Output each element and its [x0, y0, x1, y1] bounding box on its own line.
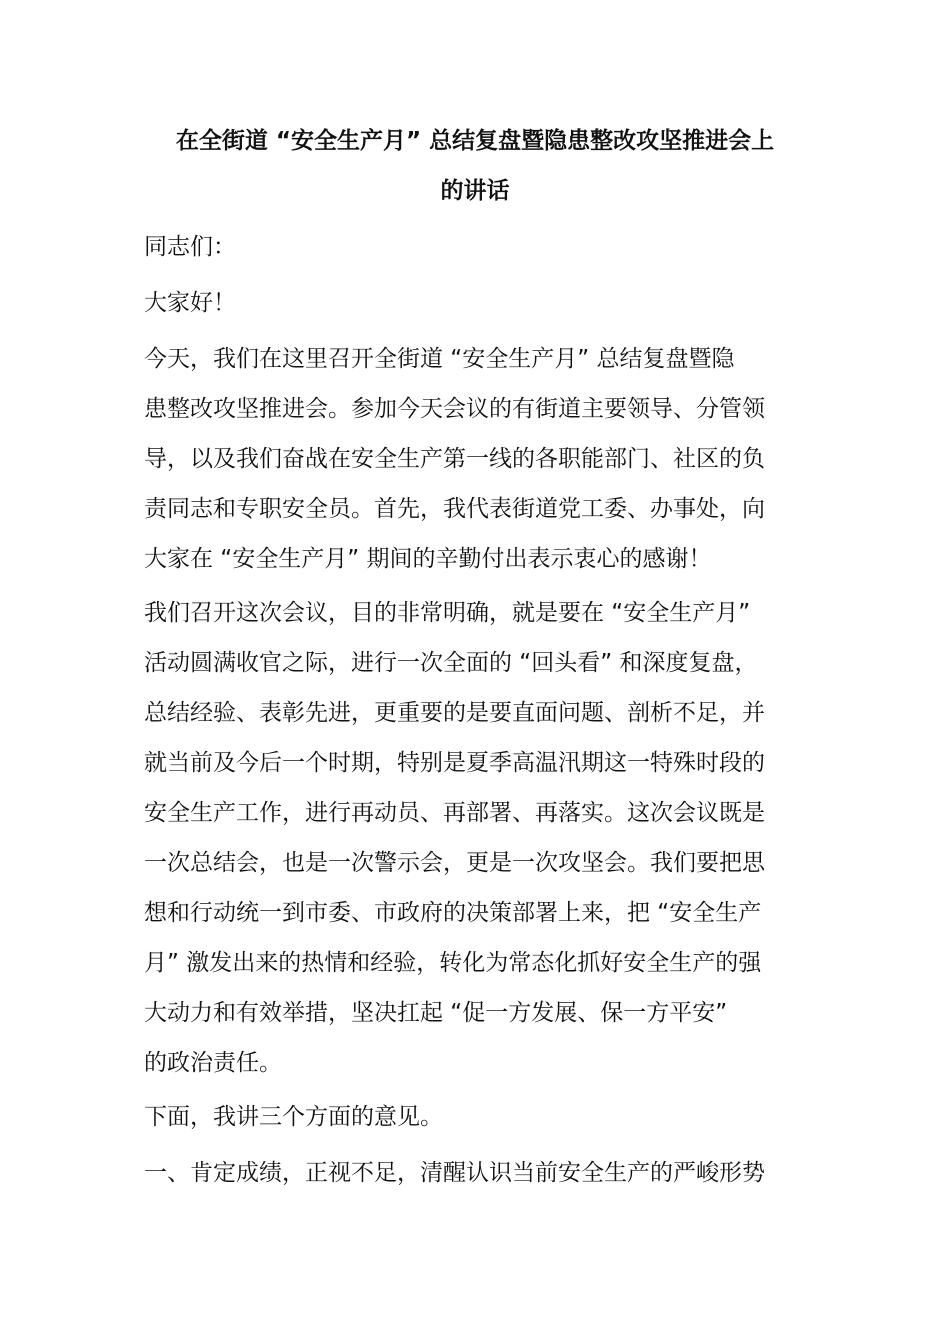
- paragraph-line: 想和行动统一到市委、市政府的决策部署上来，把 “安全生产: [144, 900, 762, 926]
- paragraph-line: 的政治责任。: [144, 1050, 282, 1076]
- paragraph: [144, 588, 808, 1088]
- salutation: 同志们：: [144, 234, 236, 260]
- paragraph-line: 就当前及今后一个时期，特别是夏季高温汛期这一特殊时段的: [144, 750, 765, 776]
- paragraph-line: 活动圆满收官之际，进行一次全面的 “回头看” 和深度复盘，: [144, 650, 758, 676]
- paragraph-line: 月” 激发出来的热情和经验，转化为常态化抓好安全生产的强: [144, 950, 762, 976]
- paragraph-line: 大家在 “安全生产月” 期间的辛勤付出表示衷心的感谢！: [144, 546, 712, 572]
- greeting-block: [144, 278, 808, 328]
- paragraph-line: 患整改攻坚推进会。参加今天会议的有街道主要领导、分管领: [144, 396, 765, 422]
- title-line: 在全街道 “安全生产月” 总结复盘暨隐患整改攻坚推进会上: [175, 128, 775, 154]
- paragraph-line: 一次总结会，也是一次警示会，更是一次攻坚会。我们要把思: [144, 850, 765, 876]
- paragraph-line: 导，以及我们奋战在安全生产第一线的各职能部门、社区的负: [144, 446, 765, 472]
- section-heading: 一、肯定成绩，正视不足，清醒认识当前安全生产的严峻形势: [144, 1160, 765, 1186]
- paragraph-line: 大动力和有效举措，坚决扛起 “促一方发展、保一方平安”: [144, 1000, 728, 1026]
- paragraph-purpose: [144, 588, 808, 1088]
- paragraph-line: 责同志和专职安全员。首先，我代表街道党工委、办事处，向: [144, 496, 765, 522]
- salutation-block: [144, 222, 808, 272]
- document-title: [140, 116, 810, 216]
- title-line: 的讲话: [440, 178, 510, 204]
- greeting: 大家好！: [144, 290, 236, 316]
- paragraph-line: 今天，我们在这里召开全街道 “安全生产月” 总结复盘暨隐: [144, 346, 735, 372]
- paragraph-line: 安全生产工作，进行再动员、再部署、再落实。这次会议既是: [144, 800, 765, 826]
- paragraph-line: 我们召开这次会议，目的非常明确，就是要在 “安全生产月”: [144, 600, 751, 626]
- paragraph: 下面，我讲三个方面的意见。: [144, 1104, 443, 1130]
- section-heading-block: [144, 1148, 808, 1198]
- paragraph-line: 总结经验、表彰先进，更重要的是要直面问题、剖析不足，并: [144, 700, 765, 726]
- paragraph: [144, 334, 808, 584]
- paragraph-intro-points: [144, 1092, 808, 1142]
- paragraph-opening: [144, 334, 808, 584]
